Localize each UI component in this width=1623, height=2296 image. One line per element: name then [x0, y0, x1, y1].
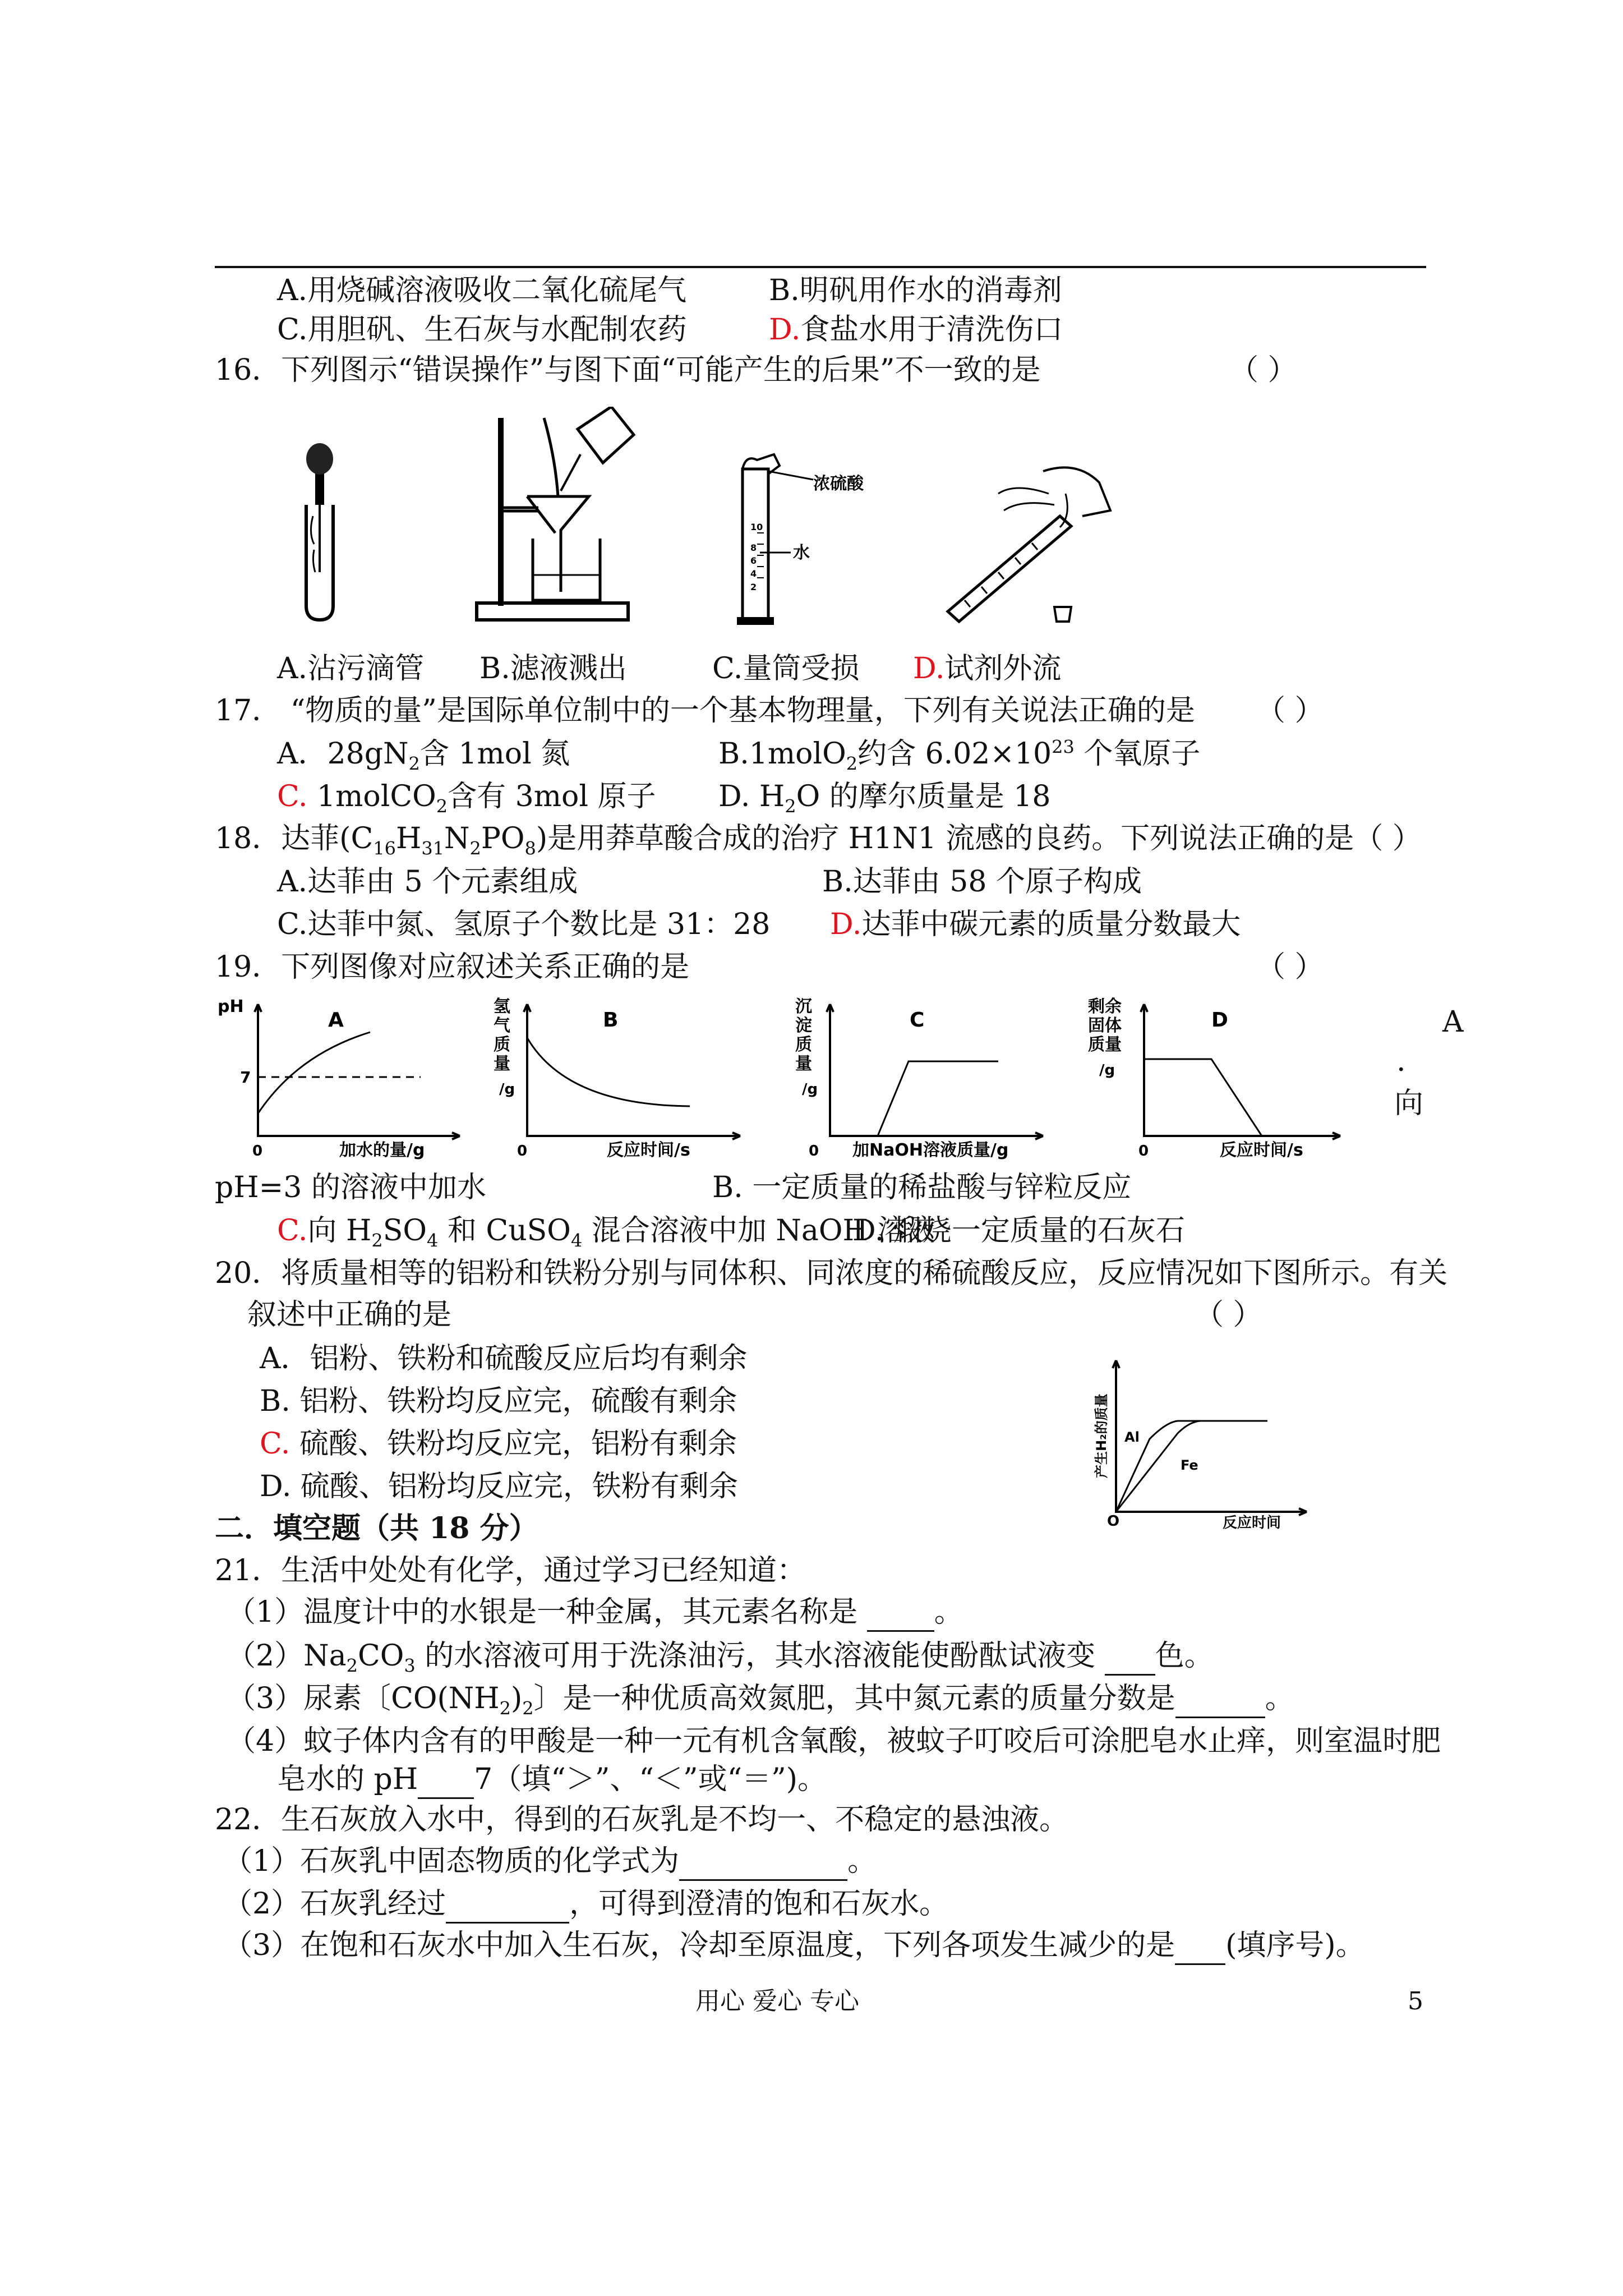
- graph-c-title: C: [910, 1009, 925, 1032]
- q21-part3: （3）尿素〔$CO(NH_2)_2$〕是一种优质高效氮肥，其中氮元素的质量分数是 。: [227, 1682, 1294, 1719]
- svg-text:量: 量: [795, 1054, 812, 1074]
- q21-part2: $(2)Na_2CO_3$ 的水溶液可用于洗涤油污，其水溶液能使酚酞试液变 色。: [227, 1639, 1214, 1677]
- svg-text:剩余: 剩余: [1088, 997, 1122, 1016]
- q20-option-c: C. 硫酸、铁粉均反应完，铝粉有剩余: [260, 1427, 737, 1461]
- q22-stem: 22．生石灰放入水中，得到的石灰乳是不均一、不稳定的悬浊液。: [215, 1803, 1069, 1837]
- q21-stem: 21．生活中处处有化学，通过学习已经知道：: [215, 1554, 806, 1588]
- graph-b-origin: 0: [517, 1143, 528, 1159]
- q16-option-d: D.试剂外流: [913, 652, 1062, 685]
- q19-graph-c: [780, 993, 1049, 1163]
- q16-option-b: B.滤液溅出: [479, 652, 627, 685]
- q19-option-a-cont: pH=3 的溶液中加水: [215, 1171, 486, 1204]
- svg-text:氢: 氢: [494, 997, 510, 1016]
- answer-blank: [418, 1761, 474, 1799]
- q20-graph-ylabel: 产生H₂的质量: [1094, 1393, 1109, 1478]
- q17-option-a: A．$28gN_2$含 1mol 氮: [277, 737, 570, 775]
- svg-text:沉: 沉: [795, 997, 812, 1016]
- graph-a-ylabel: pH: [218, 997, 244, 1016]
- graph-b-title: B: [603, 1009, 619, 1032]
- answer-blank: [1175, 1927, 1225, 1965]
- q17-stem: 17． “物质的量”是国际单位制中的一个基本物理量，下列有关说法正确的是: [215, 694, 1195, 728]
- svg-text:10: 10: [750, 522, 763, 532]
- q18-option-a: A.达菲由 5 个元素组成: [277, 865, 578, 899]
- graph-a-title: A: [328, 1009, 344, 1032]
- answer-mark: D.: [830, 908, 862, 941]
- graph-d-origin: 0: [1138, 1143, 1149, 1159]
- q22-part1: （1）石灰乳中固态物质的化学式为 。: [223, 1843, 877, 1881]
- q15-option-c: C.用胆矾、生石灰与水配制农药: [277, 313, 687, 347]
- q20-graph: [1082, 1349, 1318, 1536]
- svg-text:质量: 质量: [1088, 1035, 1122, 1055]
- q15-option-d: D.食盐水用于清洗伤口: [769, 313, 1063, 347]
- graph-c-origin: 0: [809, 1143, 819, 1159]
- answer-mark: C.: [277, 1214, 308, 1248]
- q20-stem-1: 20．将质量相等的铝粉和铁粉分别与同体积、同浓度的稀硫酸反应，反应情况如下图所示。有关: [215, 1257, 1448, 1290]
- q19-margin-dot: .: [1396, 1045, 1406, 1078]
- q19-graph-a: [213, 993, 471, 1163]
- q17-option-b: B.1molO$_2$约含 $6.02\times 10^{23}$ 个氧原子: [718, 736, 1201, 775]
- q21-part1: （1）温度计中的水银是一种金属，其元素名称是 。: [227, 1594, 963, 1632]
- q19-answer-paren: （ ）: [1256, 950, 1324, 984]
- graph-a-origin: 0: [252, 1143, 263, 1159]
- label-acid: 浓硫酸: [813, 474, 864, 494]
- q17-option-d: D. $H_2O$ 的摩尔质量是 18: [718, 780, 1051, 817]
- q20-stem-2: 叙述中正确的是: [247, 1298, 452, 1332]
- q17-answer-paren: （ ）: [1256, 694, 1324, 728]
- q19-option-c: C.向 $H_2SO_4$ 和 CuSO$_4$ 混合溶液中加 NaOH 溶液: [277, 1214, 936, 1251]
- svg-text:8: 8: [750, 542, 757, 553]
- answer-blank: [679, 1843, 847, 1881]
- graph-a-ytick: 7: [240, 1068, 251, 1087]
- q18-option-c: C.达菲中氮、氢原子个数比是 31：28: [277, 908, 771, 941]
- svg-text:气: 气: [494, 1016, 510, 1036]
- q16-option-c: C.量筒受损: [712, 652, 860, 685]
- q20-graph-xlabel: 反应时间: [1223, 1515, 1281, 1531]
- q15-option-a: A.用烧碱溶液吸收二氧化硫尾气: [277, 274, 687, 307]
- q18-stem: 18．达菲$(C_{16}H_{31}N_2PO_8)$是用莽草酸合成的治疗 H1N1 流感的良药。下列说法正确的是（ ）: [215, 822, 1422, 859]
- footer-motto: 用心 爱心 专心: [695, 1987, 859, 2016]
- q16-stem: 16．下列图示“错误操作”与图下面“可能产生的后果”不一致的是: [215, 353, 1041, 387]
- svg-text:质: 质: [795, 1035, 812, 1055]
- answer-mark: D.: [913, 652, 945, 685]
- header-rule: [215, 266, 1426, 268]
- q16-figure-pouring: [931, 460, 1133, 631]
- q19-graph-b: [482, 993, 751, 1163]
- q19-margin-a: A: [1442, 1005, 1464, 1039]
- q19-graph-d: [1077, 993, 1346, 1163]
- graph-d-xlabel: 反应时间/s: [1220, 1140, 1303, 1160]
- q20-graph-origin: O: [1107, 1513, 1120, 1530]
- q19-margin-xiang: 向: [1394, 1087, 1424, 1120]
- answer-blank: [1105, 1638, 1155, 1676]
- q19-option-b: B. 一定质量的稀盐酸与锌粒反应: [712, 1171, 1132, 1204]
- q21-part4-line1: （4）蚊子体内含有的甲酸是一种一元有机含氧酸，被蚊子叮咬后可涂肥皂水止痒，则室温时肥: [227, 1724, 1441, 1758]
- label-water: 水: [793, 543, 810, 563]
- graph-a-xlabel: 加水的量/g: [339, 1140, 425, 1160]
- answer-mark: C.: [260, 1427, 291, 1461]
- answer-mark: C.: [277, 780, 308, 813]
- svg-text:4: 4: [750, 568, 757, 579]
- q22-part2: （2）石灰乳经过 ，可得到澄清的饱和石灰水。: [223, 1886, 948, 1924]
- q18-option-b: B.达菲由 58 个原子构成: [822, 865, 1142, 899]
- answer-mark: D.: [769, 313, 801, 347]
- q16-figure-filtration: [471, 407, 639, 628]
- q18-option-d: D.达菲中碳元素的质量分数最大: [830, 908, 1241, 941]
- answer-blank: [446, 1886, 569, 1924]
- q21-part4-line2: 皂水的 pH 7（填“＞”、“＜”或“＝”)。: [277, 1761, 827, 1799]
- svg-text:淀: 淀: [795, 1016, 812, 1036]
- graph-d-title: D: [1211, 1009, 1228, 1032]
- svg-text:量: 量: [494, 1054, 510, 1074]
- q19-option-d: D. 煅烧一定质量的石灰石: [852, 1214, 1185, 1248]
- q16-option-a: A.沾污滴管: [277, 652, 425, 685]
- page-number: 5: [1408, 1987, 1423, 2016]
- svg-text:固体: 固体: [1088, 1016, 1122, 1036]
- svg-text:质: 质: [494, 1035, 510, 1055]
- svg-text:6: 6: [750, 555, 757, 566]
- q22-part3: （3）在饱和石灰水中加入生石灰，冷却至原温度，下列各项发生减少的是 (填序号)。: [223, 1927, 1365, 1965]
- q20-answer-paren: （ ）: [1195, 1298, 1262, 1332]
- q15-option-b: B.明矾用作水的消毒剂: [769, 274, 1062, 307]
- q20-graph-fe: Fe: [1181, 1457, 1198, 1473]
- graph-d-unit: /g: [1099, 1062, 1115, 1079]
- q20-graph-al: Al: [1124, 1429, 1140, 1445]
- graph-c-xlabel: 加NaOH溶液质量/g: [852, 1140, 1009, 1160]
- graph-b-unit: /g: [499, 1081, 515, 1098]
- svg-text:2: 2: [750, 582, 757, 592]
- graph-c-unit: /g: [802, 1081, 818, 1098]
- section-heading: 二．填空题（共 18 分）: [215, 1511, 538, 1545]
- graph-b-xlabel: 反应时间/s: [607, 1140, 690, 1160]
- q20-option-a: A．铝粉、铁粉和硫酸反应后均有剩余: [260, 1342, 748, 1375]
- q17-option-c: C. 1molCO$_2$含有 3mol 原子: [277, 780, 656, 817]
- answer-blank: [1175, 1681, 1265, 1718]
- q16-figure-cylinder: [735, 449, 903, 631]
- q20-option-d: D. 硫酸、铝粉均反应完，铁粉有剩余: [260, 1470, 738, 1503]
- q16-figure-dropper: [292, 438, 348, 631]
- q16-answer-paren: （ ）: [1229, 353, 1297, 387]
- q20-option-b: B. 铝粉、铁粉均反应完，硫酸有剩余: [260, 1384, 737, 1418]
- q19-stem: 19．下列图像对应叙述关系正确的是: [215, 950, 690, 984]
- answer-blank: [867, 1594, 934, 1632]
